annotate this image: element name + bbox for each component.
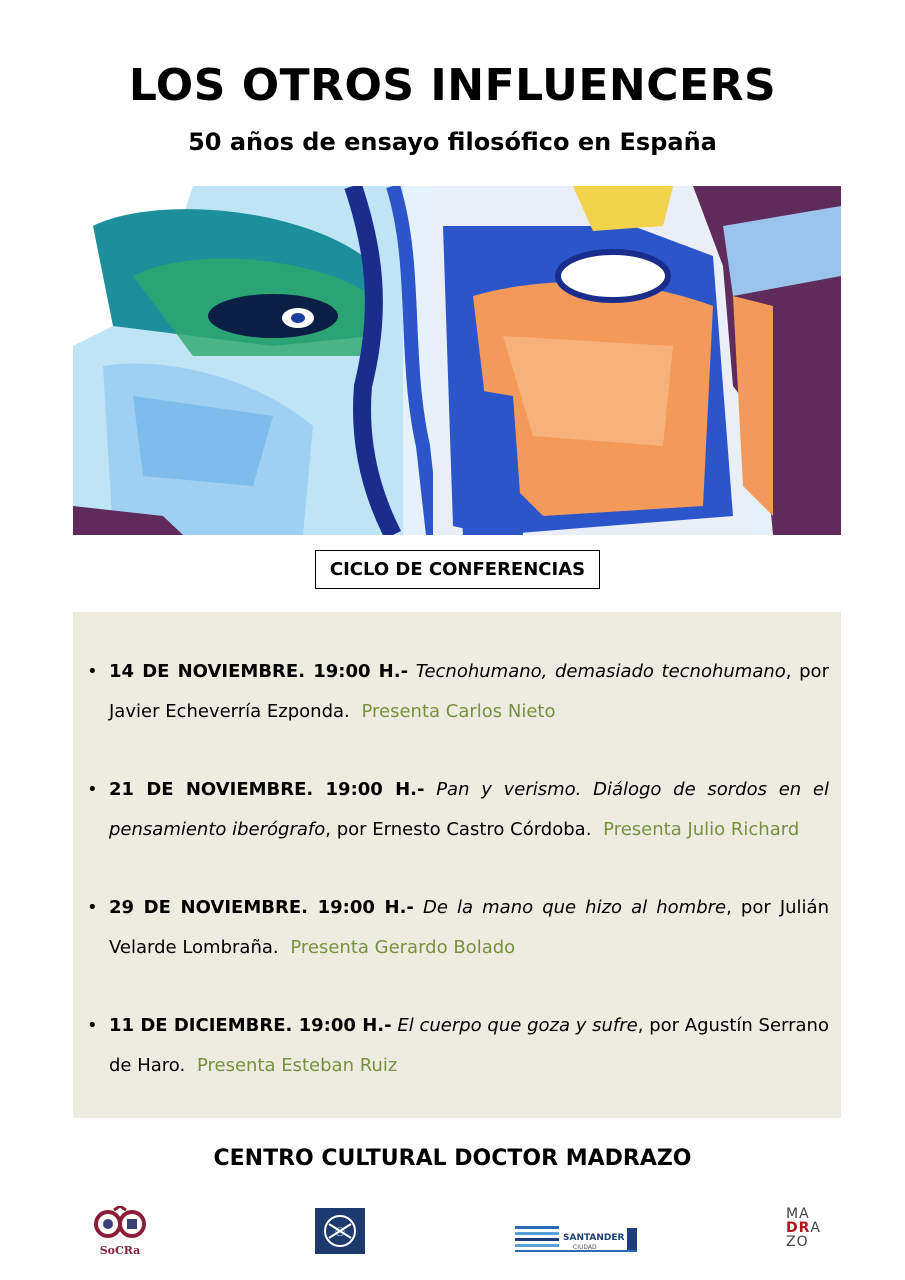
santander-logo-text: SANTANDER xyxy=(563,1233,625,1243)
bullet-icon: • xyxy=(87,661,98,682)
socra-logo xyxy=(92,1206,148,1260)
hero-artwork xyxy=(73,186,841,535)
emblem-square-icon xyxy=(315,1208,365,1254)
lecture-title: Tecnohumano, demasiado tecnohumano xyxy=(415,661,786,682)
svg-text:☉: ☉ xyxy=(334,1225,346,1239)
lecture-item xyxy=(87,888,829,968)
lecture-presenter: Presenta Julio Richard xyxy=(603,819,800,840)
sponsor-logos xyxy=(0,1200,905,1270)
bullet-icon: • xyxy=(87,897,98,918)
madrazo-logo xyxy=(786,1206,826,1264)
lecture-item xyxy=(87,770,829,850)
madrazo-logo-line: MA xyxy=(786,1206,810,1222)
page-subtitle: 50 años de ensayo filosófico en España xyxy=(188,128,717,156)
lecture-date: 21 DE NOVIEMBRE. 19:00 H.- xyxy=(109,779,425,800)
lecture-date: 14 DE NOVIEMBRE. 19:00 H.- xyxy=(109,661,409,682)
philosophy-society-logo xyxy=(315,1208,365,1254)
lecture-presenter: Presenta Carlos Nieto xyxy=(361,701,556,722)
lecture-title: De la mano que hizo al hombre xyxy=(423,897,727,918)
lecture-date: 29 DE NOVIEMBRE. 19:00 H.- xyxy=(109,897,414,918)
santander-logo-subtext: CIUDAD xyxy=(573,1244,597,1251)
lecture-presenter: Presenta Esteban Ruiz xyxy=(196,1055,398,1076)
socra-emblem-icon xyxy=(92,1206,148,1244)
lecture-author: , por Agustín Serrano de Haro. xyxy=(109,1015,829,1076)
lecture-author: , por Ernesto Castro Córdoba. xyxy=(325,819,592,840)
bullet-icon: • xyxy=(87,1015,98,1036)
socra-logo-text: SoCRa xyxy=(99,1244,141,1257)
madrazo-logo-line: ZO xyxy=(786,1234,809,1250)
program-panel xyxy=(73,612,841,1118)
lecture-title: Pan y verismo. Diálogo de sordos en el pensamiento iberógrafo xyxy=(109,779,829,840)
page-title: LOS OTROS INFLUENCERS xyxy=(128,60,777,111)
cycle-label: CICLO DE CONFERENCIAS xyxy=(315,550,600,589)
venue-name: CENTRO CULTURAL DOCTOR MADRAZO xyxy=(213,1146,692,1171)
lecture-item xyxy=(87,1006,829,1086)
lecture-item xyxy=(87,652,829,732)
lecture-presenter: Presenta Gerardo Bolado xyxy=(290,937,516,958)
bullet-icon: • xyxy=(87,779,98,800)
lecture-title: El cuerpo que goza y sufre xyxy=(397,1015,638,1036)
lecture-date: 11 DE DICIEMBRE. 19:00 H.- xyxy=(109,1015,392,1036)
lecture-author: , por Julián Velarde Lombraña. xyxy=(109,897,829,958)
santander-logo xyxy=(515,1224,637,1254)
lecture-author: , por Javier Echeverría Ezponda. xyxy=(109,661,829,722)
madrazo-logo-line: DRA xyxy=(786,1220,821,1236)
